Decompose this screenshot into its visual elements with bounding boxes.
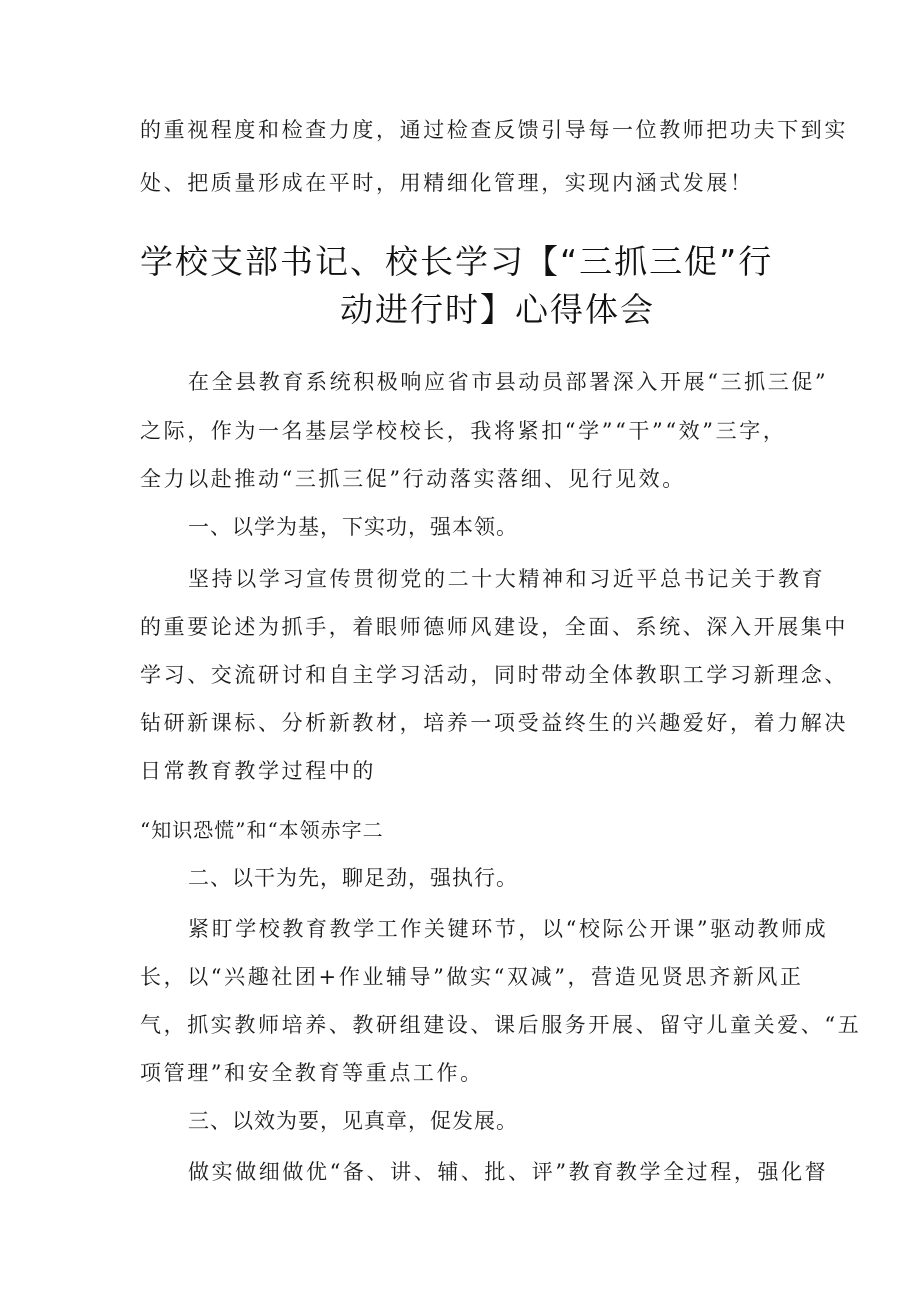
section-1-tail: “知识恐慌”和“本领赤字二 — [140, 818, 384, 842]
section-2-line-2: 长，以“兴趣社团+作业辅导”做实“双减”，营造见贤思齐新风正 — [140, 965, 804, 989]
intro-line-2: 处、把质量形成在平时，用精细化管理，实现内涵式发展！ — [140, 171, 754, 195]
section-1-line-4: 钻研新课标、分析新教材，培养一项受益终生的兴趣爱好，着力解决 — [140, 711, 848, 735]
section-1-heading: 一、以学为基，下实功，强本领。 — [188, 515, 518, 539]
section-1-line-3: 学习、交流研讨和自主学习活动，同时带动全体教职工学习新理念、 — [140, 663, 848, 687]
intro-line-1: 的重视程度和检查力度，通过检查反馈引导每一位教师把功夫下到实 — [140, 118, 848, 142]
section-1-line-2: 的重要论述为抓手，着眼师德师风建设，全面、系统、深入开展集中 — [140, 615, 848, 639]
section-2-line-3: 气，抓实教师培养、教研组建设、课后服务开展、留守儿童关爱、“五 — [140, 1013, 862, 1037]
document-title-line-1: 学校支部书记、校长学习【“三抓三促”行 — [140, 242, 774, 281]
section-2-line-4: 项管理”和安全教育等重点工作。 — [140, 1061, 484, 1085]
opening-line-1: 在全县教育系统积极响应省市县动员部署深入开展“三抓三促” — [188, 370, 829, 394]
section-1-line-1: 坚持以学习宣传贯彻党的二十大精神和习近平总书记关于教育 — [188, 567, 826, 591]
section-3-heading: 三、以效为要，见真章，促发展。 — [188, 1109, 518, 1133]
document-title-line-2: 动进行时】心得体会 — [340, 290, 655, 329]
section-3-line-1: 做实做细做优“备、讲、辅、批、评”教育教学全过程，强化督 — [188, 1160, 829, 1184]
section-2-line-1: 紧盯学校教育教学工作关键环节，以“校际公开课”驱动教师成 — [188, 917, 829, 941]
opening-line-2: 之际，作为一名基层学校校长，我将紧扣“学”“干”“效”三字， — [140, 419, 787, 443]
section-2-heading: 二、以干为先，聊足劲，强执行。 — [188, 866, 518, 890]
opening-line-3: 全力以赴推动“三抓三促”行动落实落细、见行见效。 — [140, 467, 686, 491]
section-1-line-5: 日常教育教学过程中的 — [140, 759, 376, 783]
